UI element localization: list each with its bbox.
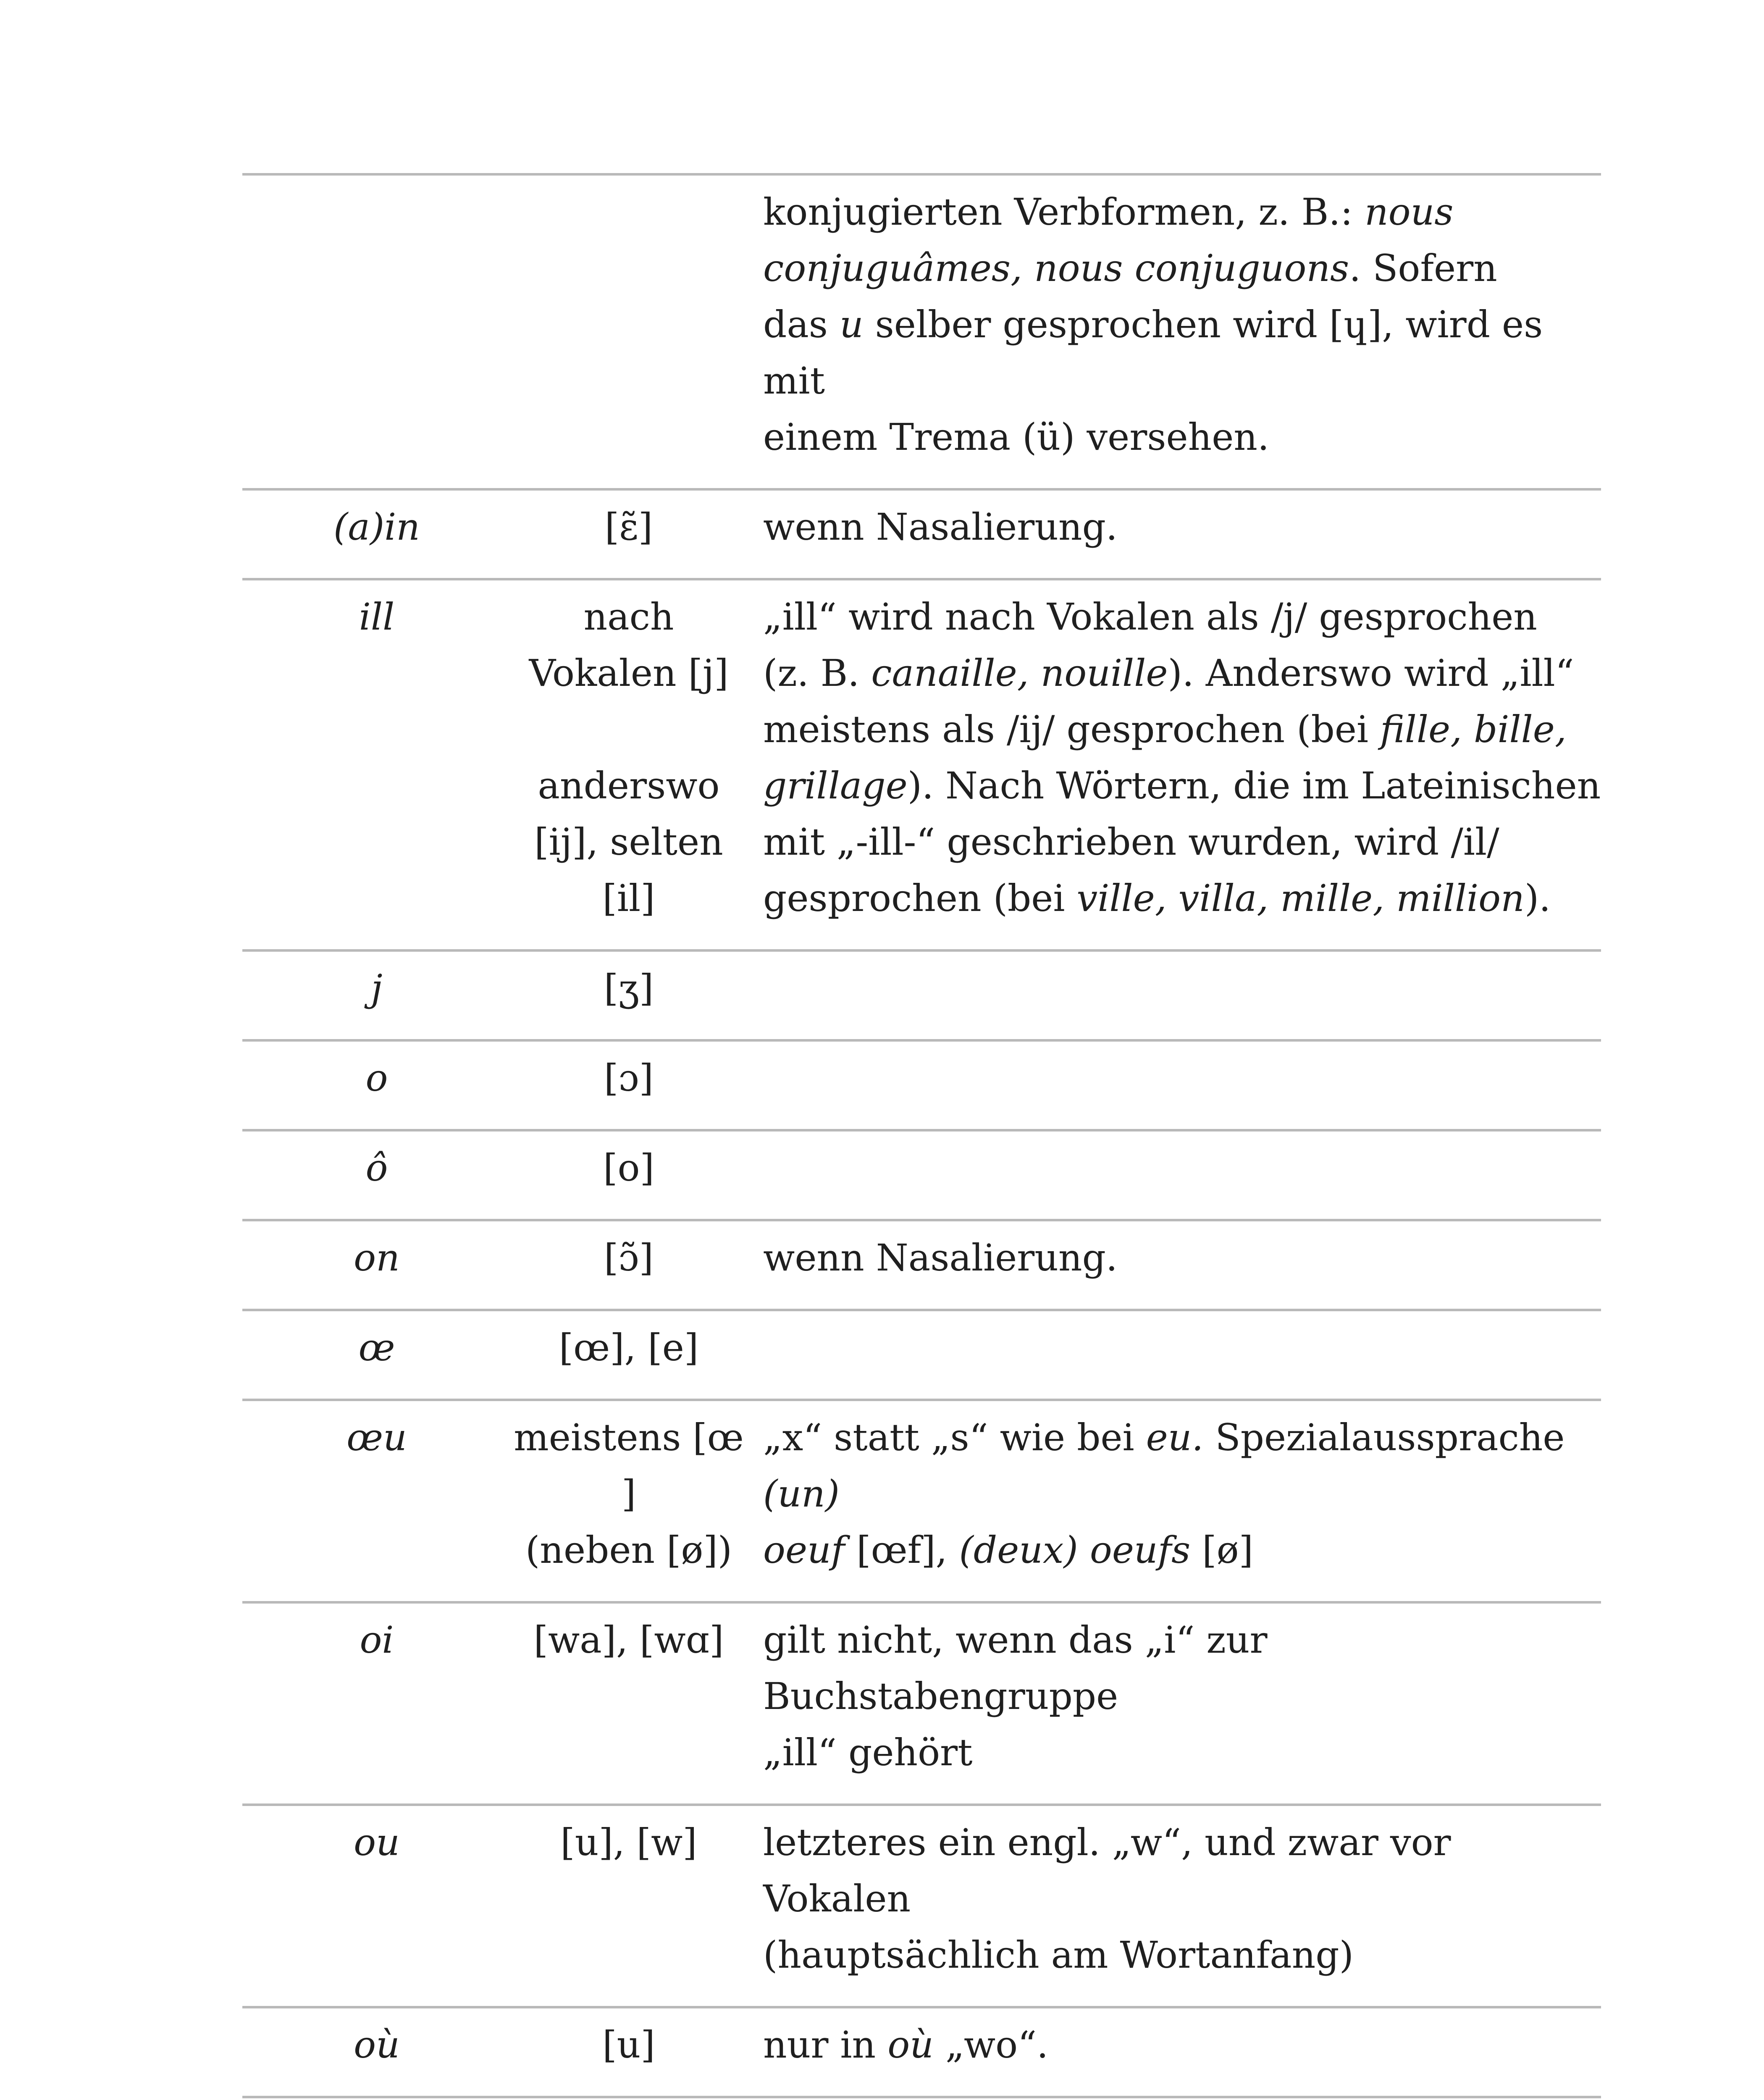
text-segment: „ill“ wird nach Vokalen als /j/ gesprochen bbox=[763, 595, 1537, 638]
italic-segment: (un) bbox=[763, 1472, 840, 1515]
grapheme-cell: ô bbox=[242, 1130, 511, 1220]
table-row bbox=[242, 1805, 1601, 2007]
grapheme-cell: o bbox=[242, 1040, 511, 1130]
description-line bbox=[763, 1612, 1601, 1725]
table-row bbox=[242, 2097, 1601, 2100]
table-row bbox=[242, 1602, 1601, 1805]
text-segment: gesprochen (bei bbox=[763, 877, 1077, 920]
description-cell bbox=[746, 1400, 1601, 1602]
text-segment: konjugierten Verbformen, z. B.: bbox=[763, 190, 1365, 234]
description-line bbox=[763, 240, 1601, 297]
sound-line: meistens [œ bbox=[514, 1416, 744, 1459]
sound-line: [ɛ̃] bbox=[604, 505, 653, 549]
italic-segment: nous bbox=[1364, 190, 1454, 234]
text-segment: das bbox=[763, 303, 840, 346]
description-line bbox=[763, 499, 1601, 555]
description-line bbox=[763, 1725, 1601, 1781]
sound-line: [o] bbox=[603, 1146, 654, 1189]
text-segment: nur in bbox=[763, 2023, 888, 2066]
description-line bbox=[763, 758, 1601, 814]
sound-cell bbox=[511, 1220, 746, 1310]
text-segment: gilt nicht, wenn das „i“ zur Buchstabengruppe bbox=[763, 1618, 1268, 1718]
description-line bbox=[763, 409, 1601, 465]
italic-segment: ville, villa, mille, million bbox=[1076, 877, 1525, 920]
table-row bbox=[242, 1400, 1601, 1602]
table-row bbox=[242, 1040, 1601, 1130]
description-cell bbox=[746, 1805, 1601, 2007]
description-line bbox=[763, 1927, 1601, 1983]
description-cell bbox=[746, 1130, 1601, 1220]
sound-line: [œ], [e] bbox=[559, 1326, 699, 1369]
table-row bbox=[242, 174, 1601, 489]
sound-line: [u], [w] bbox=[560, 1821, 697, 1864]
description-line bbox=[763, 1522, 1601, 1578]
grapheme-cell: j bbox=[242, 950, 511, 1040]
sound-line: [il] bbox=[602, 877, 655, 920]
grapheme-cell: oi bbox=[242, 1602, 511, 1805]
description-cell bbox=[746, 2097, 1601, 2100]
description-cell bbox=[746, 174, 1601, 489]
grapheme-cell: ill bbox=[242, 579, 511, 950]
grapheme-cell: ou bbox=[242, 1805, 511, 2007]
table-row bbox=[242, 1130, 1601, 1220]
italic-segment: canaille, nouille bbox=[871, 651, 1168, 695]
description-cell bbox=[746, 489, 1601, 579]
text-segment: . Sofern bbox=[1349, 247, 1497, 290]
sound-line: [ʒ] bbox=[604, 966, 654, 1010]
text-segment: [œf], bbox=[845, 1528, 959, 1572]
description-line bbox=[763, 701, 1601, 758]
sound-cell bbox=[511, 2007, 746, 2097]
description-line bbox=[763, 184, 1601, 240]
sound-line: [u] bbox=[602, 2023, 655, 2066]
grapheme-cell bbox=[242, 2097, 511, 2100]
text-segment: wenn Nasalierung. bbox=[763, 505, 1118, 549]
text-segment: mit „-ill-“ geschrieben wurden, wird /il/ bbox=[763, 820, 1499, 864]
description-line bbox=[763, 297, 1601, 409]
description-line bbox=[763, 1230, 1601, 1286]
grapheme-cell: œ bbox=[242, 1310, 511, 1400]
text-segment: (z. B. bbox=[763, 651, 872, 695]
sound-cell bbox=[511, 489, 746, 579]
text-segment: selber gesprochen wird [ɥ], wird es mit bbox=[763, 303, 1543, 402]
text-segment: ). Nach Wörtern, die im Lateinischen bbox=[907, 764, 1601, 807]
table-row bbox=[242, 489, 1601, 579]
description-line bbox=[763, 2017, 1601, 2073]
description-line bbox=[763, 1814, 1601, 1927]
sound-line: anderswo bbox=[538, 764, 720, 807]
text-segment: Spezialaussprache bbox=[1203, 1416, 1565, 1459]
grapheme-cell: où bbox=[242, 2007, 511, 2097]
description-cell bbox=[746, 2007, 1601, 2097]
sound-cell bbox=[511, 950, 746, 1040]
description-line bbox=[763, 589, 1601, 645]
table-row bbox=[242, 579, 1601, 950]
sound-cell bbox=[511, 1040, 746, 1130]
sound-cell bbox=[511, 579, 746, 950]
sound-cell bbox=[511, 1400, 746, 1602]
text-segment: „ill“ gehört bbox=[763, 1731, 973, 1774]
pronunciation-table bbox=[242, 173, 1601, 2100]
italic-segment: (deux) oeufs bbox=[959, 1528, 1191, 1572]
italic-segment: u bbox=[839, 303, 864, 346]
grapheme-cell: œu bbox=[242, 1400, 511, 1602]
table-row bbox=[242, 1310, 1601, 1400]
table-row bbox=[242, 2007, 1601, 2097]
description-cell bbox=[746, 579, 1601, 950]
description-cell bbox=[746, 950, 1601, 1040]
sound-line: [ɔ̃] bbox=[604, 1236, 654, 1279]
text-segment: „wo“. bbox=[933, 2023, 1049, 2066]
sound-line: Vokalen [j] bbox=[529, 651, 729, 695]
table-row bbox=[242, 1220, 1601, 1310]
italic-segment: oeuf bbox=[763, 1528, 845, 1572]
sound-line: [ɔ] bbox=[604, 1056, 654, 1100]
sound-line: [wa], [wɑ] bbox=[533, 1618, 724, 1662]
sound-cell bbox=[511, 174, 746, 489]
italic-segment: eu. bbox=[1146, 1416, 1204, 1459]
text-segment: meistens als /ij/ gesprochen (bei bbox=[763, 708, 1381, 751]
sound-cell bbox=[511, 2097, 746, 2100]
grapheme-cell: (a)in bbox=[242, 489, 511, 579]
text-segment: „x“ statt „s“ wie bei bbox=[763, 1416, 1146, 1459]
text-segment: [ø] bbox=[1190, 1528, 1253, 1572]
text-segment: einem Trema (ü) versehen. bbox=[763, 415, 1269, 459]
sound-line: ] bbox=[621, 1472, 636, 1515]
sound-line: (neben [ø]) bbox=[525, 1528, 732, 1572]
text-segment: ). bbox=[1524, 877, 1551, 920]
text-segment: letzteres ein engl. „w“, und zwar vor Vokalen bbox=[763, 1821, 1451, 1920]
grapheme-cell bbox=[242, 174, 511, 489]
text-segment: ). Anderswo wird „ill“ bbox=[1168, 651, 1574, 695]
description-cell bbox=[746, 1040, 1601, 1130]
italic-segment: conjuguâmes, nous conjuguons bbox=[763, 247, 1349, 290]
description-line bbox=[763, 645, 1601, 701]
text-segment: wenn Nasalierung. bbox=[763, 1236, 1118, 1279]
description-cell bbox=[746, 1602, 1601, 1805]
sound-line: nach bbox=[583, 595, 674, 638]
italic-segment: grillage bbox=[763, 764, 908, 807]
description-cell bbox=[746, 1220, 1601, 1310]
description-line bbox=[763, 1410, 1601, 1522]
pronunciation-table-body bbox=[242, 174, 1601, 2100]
italic-segment: fille, bille, bbox=[1380, 708, 1567, 751]
description-cell bbox=[746, 1310, 1601, 1400]
table-row bbox=[242, 950, 1601, 1040]
sound-cell bbox=[511, 1310, 746, 1400]
sound-gap bbox=[511, 701, 746, 758]
sound-line: [ij], selten bbox=[534, 820, 723, 864]
italic-segment: où bbox=[887, 2023, 934, 2066]
description-line bbox=[763, 814, 1601, 870]
sound-cell bbox=[511, 1805, 746, 2007]
grapheme-cell: on bbox=[242, 1220, 511, 1310]
text-segment: (hauptsächlich am Wortanfang) bbox=[763, 1933, 1354, 1977]
sound-cell bbox=[511, 1602, 746, 1805]
description-line bbox=[763, 870, 1601, 927]
sound-cell bbox=[511, 1130, 746, 1220]
